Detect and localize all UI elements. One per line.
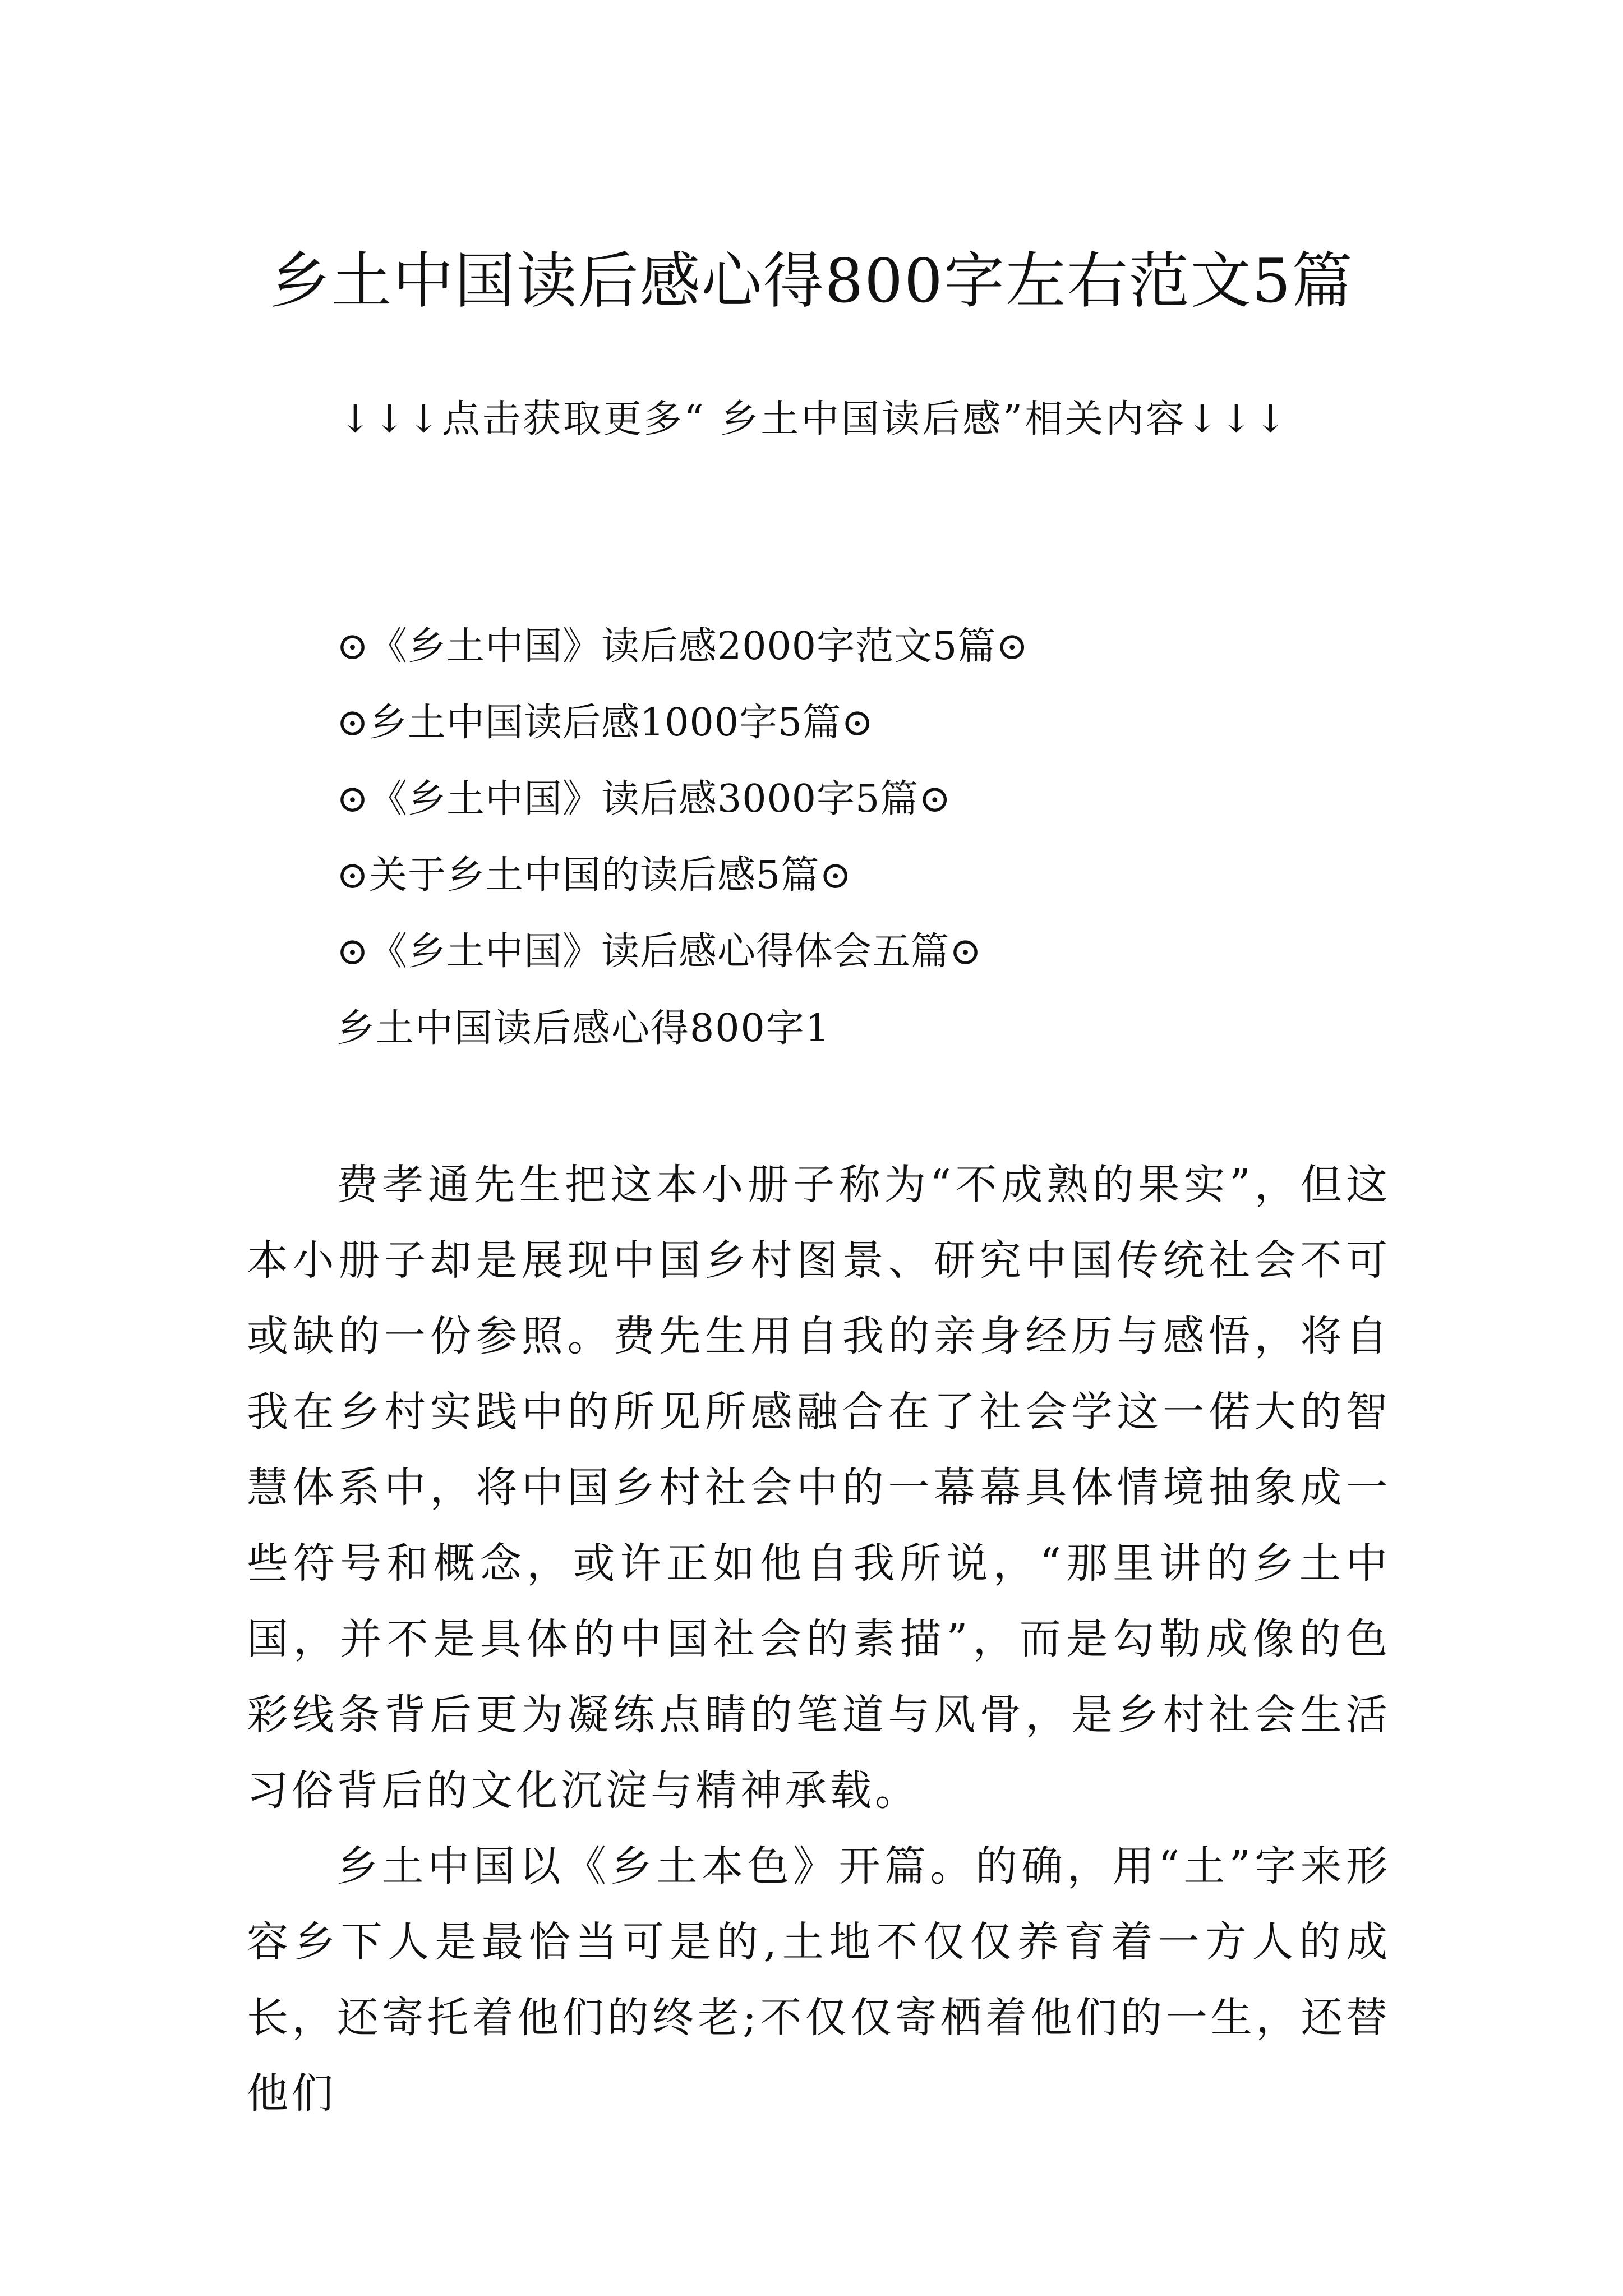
essay-body (247, 1147, 1391, 2132)
related-link[interactable]: ⊙乡土中国读后感1000字5篇⊙ (336, 701, 874, 745)
document-title: 乡土中国读后感心得800字左右范文5篇 (269, 246, 1354, 317)
related-link-item[interactable] (336, 761, 1402, 838)
related-link-item[interactable] (336, 609, 1402, 685)
related-link[interactable]: ⊙关于乡土中国的读后感5篇⊙ (336, 853, 852, 898)
related-link[interactable]: ⊙《乡土中国》读后感3000字5篇⊙ (336, 777, 952, 821)
section-heading: 乡土中国读后感心得800字1 (336, 1006, 831, 1051)
body-paragraph: 乡土中国以《乡土本色》开篇。的确，用“土”字来形容乡下人是最恰当可是的,土地不仅仅养育着一方人的成长，还寄托着他们的终老;不仅仅寄栖着他们的一生，还替他们 (247, 1842, 1391, 2118)
more-content-prompt[interactable]: ↓↓↓点击获取更多“ 乡土中国读后感”相关内容↓↓↓ (339, 397, 1289, 441)
related-links-list (336, 609, 1402, 990)
related-link[interactable]: ⊙《乡土中国》读后感2000字范文5篇⊙ (336, 624, 1029, 669)
related-link-item[interactable] (336, 838, 1402, 914)
related-link[interactable]: ⊙《乡土中国》读后感心得体会五篇⊙ (336, 930, 982, 974)
body-paragraph: 费孝通先生把这本小册子称为“不成熟的果实”，但这本小册子却是展现中国乡村图景、研究中国传统社会不可或缺的一份参照。费先生用自我的亲身经历与感悟，将自我在乡村实践中的所见所感融合在了社会学这一偌大的智慧体系中，将中国乡村社会中的一幕幕具体情境抽象成一些符号和概念，或许正如他自我所说，“那里讲的乡土中国，并不是具体的中国社会的素描”，而是勾勒成像的色彩线条背后更为凝练点睛的笔道与风骨，是乡村社会生活习俗背后的文化沉淀与精神承载。 (247, 1161, 1391, 1815)
related-link-item[interactable] (336, 685, 1402, 761)
related-link-item[interactable] (336, 914, 1402, 990)
